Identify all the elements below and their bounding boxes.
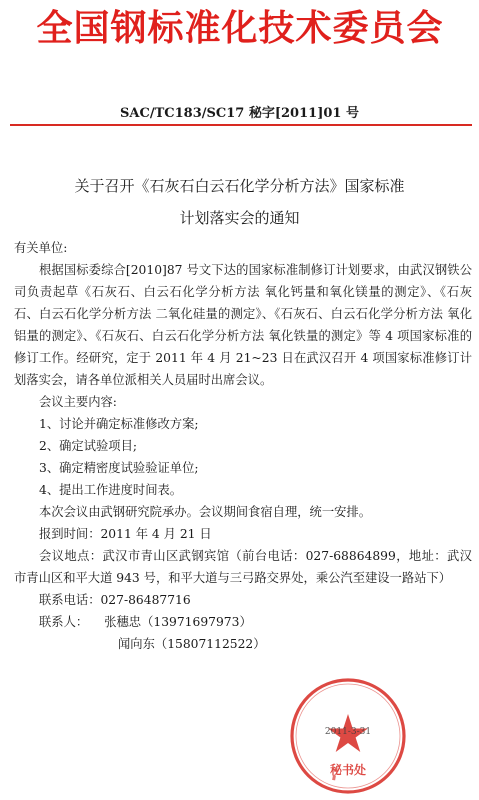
organization-title: 全国钢标准化技术委员会 bbox=[36, 8, 444, 49]
agenda-item: 3、确定精密度试验验证单位; bbox=[39, 461, 199, 475]
salutation: 有关单位: bbox=[14, 241, 68, 255]
notice-title-line-1: 关于召开《石灰石白云石化学分析方法》国家标准 bbox=[74, 177, 405, 195]
paragraph-background: 根据国标委综合[2010]87 号文下达的国家标准制修订计划要求，由武汉钢铁公司负责起草《石灰石、白云石化学分析方法 氧化钙量和氧化镁量的测定》、《石灰石、白云石化学分析方法 二氧化硅量的测定》、《石灰石、白云石化学分析方法 氧化铝量的测定》、《石灰石、白云石化学分析方法 氧化铁量的测定》等 4 项国家标准的修订工作。经研究，定于 2011 年 4 月 21~23 日在武汉召开 4 项国家标准修订计划落实会，请各单位派相关人员届时出席会议。 bbox=[14, 263, 472, 387]
notice-body bbox=[14, 237, 472, 655]
official-seal-icon bbox=[288, 676, 408, 796]
agenda-heading: 会议主要内容: bbox=[39, 395, 117, 409]
notice-title-line-2: 计划落实会的通知 bbox=[179, 209, 300, 227]
agenda-item: 1、讨论并确定标准修改方案; bbox=[39, 417, 199, 431]
contact-person: 张穗忠（13971697973） bbox=[104, 615, 252, 629]
meeting-venue: 会议地点：武汉市青山区武钢宾馆（前台电话：027-68864899，地址：武汉市青山区和平大道 943 号，和平大道与三弓路交界处，乘公汽至建设一路站下） bbox=[14, 549, 472, 585]
header-divider bbox=[10, 124, 472, 126]
seal-center-text: 秘书处 bbox=[329, 763, 367, 777]
contact-person: 闻向东（15807112522） bbox=[118, 637, 266, 651]
document-number: SAC/TC183/SC17 秘字[2011]01 号 bbox=[120, 106, 359, 121]
report-time: 报到时间：2011 年 4 月 21 日 bbox=[39, 527, 212, 541]
seal-date: 2011-3-31 bbox=[324, 727, 372, 737]
agenda-item: 4、提出工作进度时间表。 bbox=[39, 483, 183, 497]
agenda-item: 2、确定试验项目; bbox=[39, 439, 138, 453]
contact-person-row bbox=[14, 633, 472, 655]
host-note: 本次会议由武钢研究院承办。会议期间食宿自理，统一安排。 bbox=[39, 505, 372, 519]
contact-persons bbox=[14, 611, 472, 633]
contact-phone: 联系电话：027-86487716 bbox=[39, 593, 191, 607]
contact-label: 联系人： bbox=[39, 615, 89, 629]
